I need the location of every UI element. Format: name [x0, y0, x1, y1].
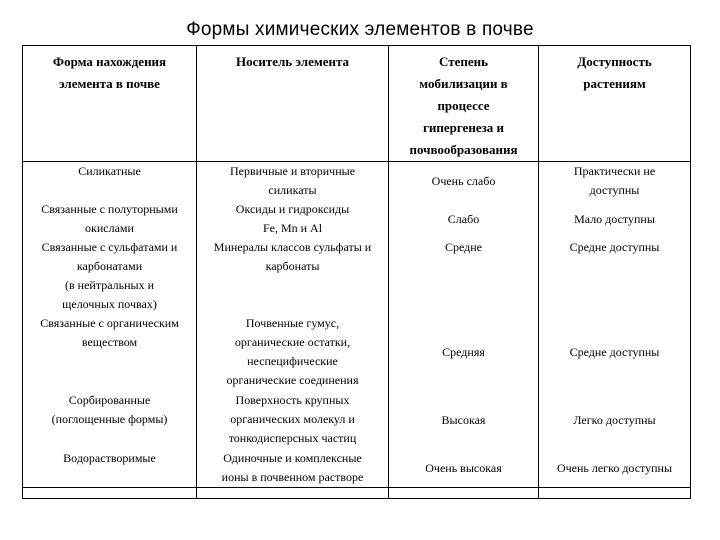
cell-carrier [197, 162, 389, 201]
cell-availability-text: Средне доступны [569, 345, 660, 359]
header-carrier [197, 46, 389, 162]
table-header-row [23, 46, 691, 162]
cell-availability-text: Мало доступны [574, 211, 655, 226]
header-availability-label: Доступность растениям [577, 54, 652, 91]
header-mobilization [389, 46, 539, 162]
cell-form-text: Сорбированные (поглощенные формы) [51, 393, 168, 426]
header-form-label: Форма нахождения элемента в почве [52, 54, 167, 91]
cell-form-text: Водорастворимые [63, 451, 156, 465]
cell-availability-text: Средне доступны [569, 240, 660, 254]
empty-cell [197, 488, 389, 499]
cell-availability [539, 449, 691, 488]
header-form [23, 46, 197, 162]
table-empty-row [23, 488, 691, 499]
cell-form [23, 391, 197, 449]
cell-availability [539, 200, 691, 238]
empty-cell [23, 488, 197, 499]
cell-form-text: Силикатные [78, 164, 141, 178]
table-row [23, 238, 691, 314]
cell-mobilization [389, 391, 539, 449]
cell-form [23, 162, 197, 201]
cell-availability [539, 391, 691, 449]
cell-carrier-text: Минералы классов сульфаты и карбонаты [213, 240, 372, 273]
cell-mobilization [389, 449, 539, 488]
header-mobilization-label: Степень мобилизации в процессе гипергенеза и почвообразования [409, 54, 518, 157]
page-title: Формы химических элементов в почве [186, 19, 534, 40]
empty-cell [539, 488, 691, 499]
cell-mobilization-text: Высокая [441, 412, 486, 427]
cell-availability-text: Очень легко доступны [556, 460, 673, 475]
cell-mobilization [389, 162, 539, 201]
cell-carrier [197, 314, 389, 391]
cell-carrier [197, 449, 389, 488]
cell-carrier [197, 200, 389, 238]
cell-carrier-text: Оксиды и гидроксиды Fe, Mn и Al [235, 202, 350, 235]
cell-form-text: Связанные с полуторными окислами [41, 202, 178, 235]
cell-availability [539, 238, 691, 314]
table-row [23, 200, 691, 238]
cell-form [23, 200, 197, 238]
cell-carrier [197, 238, 389, 314]
cell-mobilization-text: Очень слабо [431, 173, 496, 188]
cell-mobilization-text: Средне [444, 240, 483, 254]
soil-elements-table [22, 45, 691, 499]
cell-mobilization-text: Средняя [442, 345, 485, 359]
cell-form [23, 449, 197, 488]
cell-carrier-text: Почвенные гумус, органические остатки, неспецифические органические соединения [226, 316, 359, 387]
cell-form-text: Связанные с сульфатами и карбонатами (в нейтральных и щелочных почвах) [41, 240, 178, 311]
cell-availability [539, 314, 691, 391]
header-availability [539, 46, 691, 162]
cell-form [23, 238, 197, 314]
cell-carrier-text: Поверхность крупных органических молекул и тонкодисперсных частиц [228, 393, 357, 445]
cell-mobilization-text: Очень высокая [425, 460, 502, 475]
header-carrier-label: Носитель элемента [235, 54, 350, 69]
cell-carrier [197, 391, 389, 449]
table-row [23, 391, 691, 449]
empty-cell [389, 488, 539, 499]
cell-availability-text: Практически не доступны [573, 164, 656, 197]
cell-form-text: Связанные с органическим веществом [40, 316, 179, 349]
cell-mobilization [389, 238, 539, 314]
cell-availability [539, 162, 691, 201]
table-row [23, 162, 691, 201]
cell-carrier-text: Первичные и вторичные силикаты [229, 164, 356, 197]
cell-mobilization [389, 200, 539, 238]
cell-form [23, 314, 197, 391]
cell-mobilization-text: Слабо [447, 211, 480, 226]
cell-availability-text: Легко доступны [573, 412, 656, 427]
cell-mobilization [389, 314, 539, 391]
table-row [23, 314, 691, 391]
cell-carrier-text: Одиночные и комплексные ионы в почвенном растворе [221, 451, 364, 484]
table-row [23, 449, 691, 488]
